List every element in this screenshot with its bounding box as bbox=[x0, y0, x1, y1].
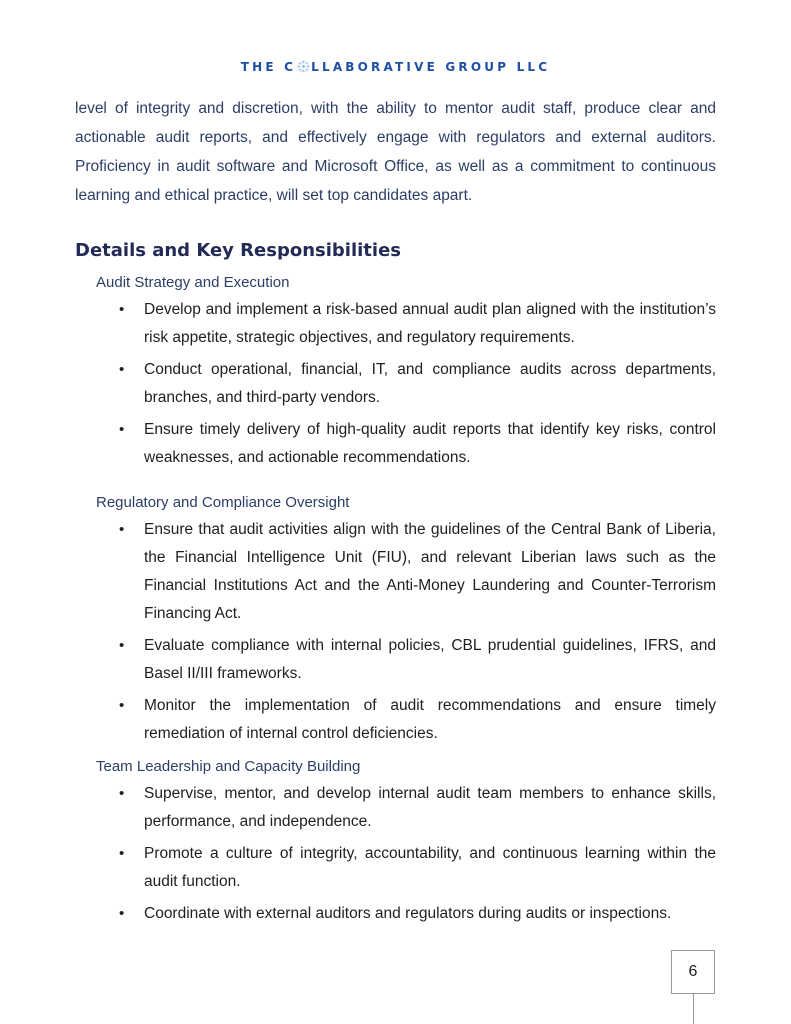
list-item: • Coordinate with external auditors and regulators during audits or inspections. bbox=[144, 900, 716, 928]
responsibility-group-regulatory bbox=[96, 492, 716, 748]
list-item: • Promote a culture of integrity, accountability, and continuous learning within the audit function. bbox=[144, 840, 716, 896]
list-item: • Monitor the implementation of audit recommendations and ensure timely remediation of internal control deficiencies. bbox=[144, 692, 716, 748]
list-item: • Supervise, mentor, and develop internal audit team members to enhance skills, performance, and independence. bbox=[144, 780, 716, 836]
list-item: • Ensure timely delivery of high-quality audit reports that identify key risks, control weaknesses, and actionable recommendations. bbox=[144, 416, 716, 472]
responsibility-group-audit-strategy bbox=[96, 272, 716, 472]
page-number-box bbox=[671, 950, 715, 994]
group-title: Team Leadership and Capacity Building bbox=[96, 758, 361, 775]
bullet-list bbox=[96, 780, 716, 928]
responsibility-group-team-leadership bbox=[96, 756, 716, 928]
globe-logo-icon bbox=[297, 60, 310, 73]
group-title: Regulatory and Compliance Oversight bbox=[96, 494, 350, 511]
intro-paragraph: level of integrity and discretion, with the ability to mentor audit staff, produce clear and actionable audit reports, and effectively engage with regulators and external auditors. Proficiency in audit software and Microsoft Office, as well as a commitment to continuous learning and ethical practice, will set top candidates apart. bbox=[75, 100, 716, 204]
header-text-suffix: LLABORATIVE GROUP LLC bbox=[311, 60, 551, 74]
list-item: • Develop and implement a risk-based annual audit plan aligned with the institution’s risk appetite, strategic objectives, and regulatory requirements. bbox=[144, 296, 716, 352]
page-number-line bbox=[693, 994, 694, 1024]
bullet-list bbox=[96, 516, 716, 748]
group-title: Audit Strategy and Execution bbox=[96, 274, 290, 291]
page-number: 6 bbox=[688, 963, 698, 980]
header-text-prefix: THE C bbox=[240, 60, 297, 74]
document-header bbox=[0, 60, 791, 74]
bullet-list bbox=[96, 296, 716, 472]
responsibilities-content bbox=[96, 272, 716, 932]
list-item: • Conduct operational, financial, IT, and compliance audits across departments, branches, and third-party vendors. bbox=[144, 356, 716, 412]
list-item: • Evaluate compliance with internal policies, CBL prudential guidelines, IFRS, and Basel II/III frameworks. bbox=[144, 632, 716, 688]
list-item: • Ensure that audit activities align with the guidelines of the Central Bank of Liberia, the Financial Intelligence Unit (FIU), and relevant Liberian laws such as the Financial Institutions Act and the Anti-Money Laundering and Counter-Terrorism Financing Act. bbox=[144, 516, 716, 628]
section-heading: Details and Key Responsibilities bbox=[75, 240, 401, 261]
